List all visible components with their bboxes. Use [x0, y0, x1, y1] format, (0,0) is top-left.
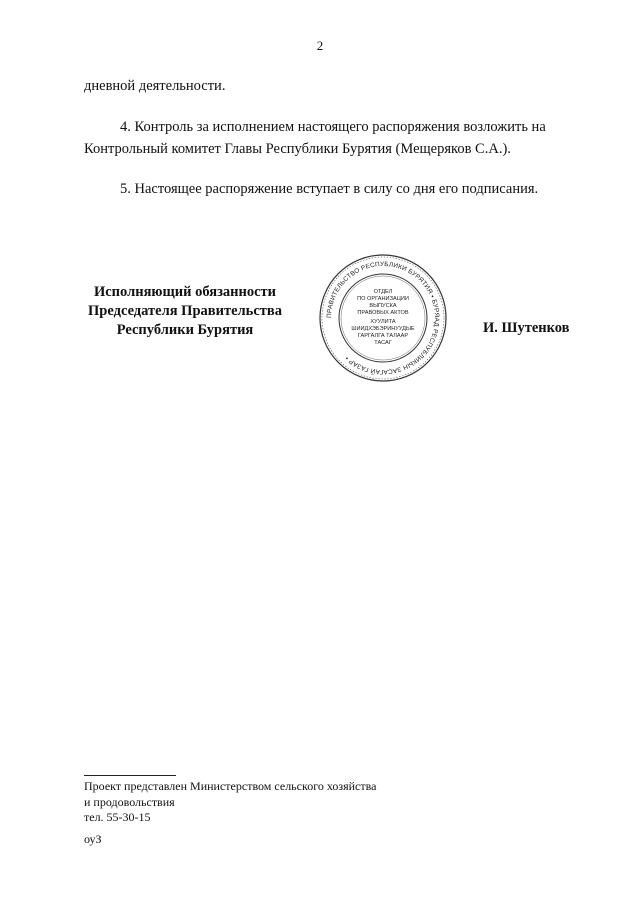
footer-divider [84, 775, 176, 776]
paragraph-item-4-line-1: 4. Контроль за исполнением настоящего распоряжения возложить на [120, 119, 546, 135]
signatory-title-line: Республики Бурятия [116, 322, 254, 338]
footer-phone: тел. 55-30-15 [84, 810, 151, 824]
signatory-title-line: Председателя Правительства [88, 303, 282, 319]
stamp-outer-text: ПРАВИТЕЛЬСТВО РЕСПУБЛИКИ БУРЯТИЯ • БУРЯАД РЕСПУБЛИКЫН ЗАСАГАЙ ГАЗАР • [325, 260, 441, 376]
stamp-center-line: ПО ОРГАНИЗАЦИИ [357, 296, 409, 302]
stamp-center-line: ТАСАГ [374, 340, 392, 346]
stamp-center-line: ГАРГАЛГА ТАЛААР [357, 333, 409, 339]
stamp-center-line: ПРАВОВЫХ АКТОВ [357, 310, 409, 316]
footer-project-line-2: и продовольствия [84, 795, 175, 809]
paragraph-item-5: 5. Настоящее распоряжение вступает в силу со дня его подписания. [120, 181, 539, 197]
footer-project-line-1: Проект представлен Министерством сельского хозяйства [84, 779, 377, 793]
paragraph-item-4-line-2: Контрольный комитет Главы Республики Бурятия (Мещеряков С.А.). [84, 141, 511, 157]
footer-code: оуЗ [84, 832, 102, 846]
signatory-name: И. Шутенков [483, 320, 570, 336]
page-number: 2 [316, 38, 324, 53]
stamp-center-line: ШИИДХЭБЭРИНУУДЫЕ [351, 326, 415, 332]
stamp-center-line: ХУУЛИТА [370, 319, 396, 325]
official-stamp [318, 253, 448, 383]
signatory-title-line: Исполняющий обязанности [93, 284, 277, 300]
stamp-seal-graphic [318, 253, 448, 383]
stamp-center-line: ВЫПУСКА [369, 303, 397, 309]
paragraph-continuation: дневной деятельности. [84, 78, 226, 94]
stamp-center-line: ОТДЕЛ [373, 289, 393, 295]
signatory-title [80, 283, 290, 340]
